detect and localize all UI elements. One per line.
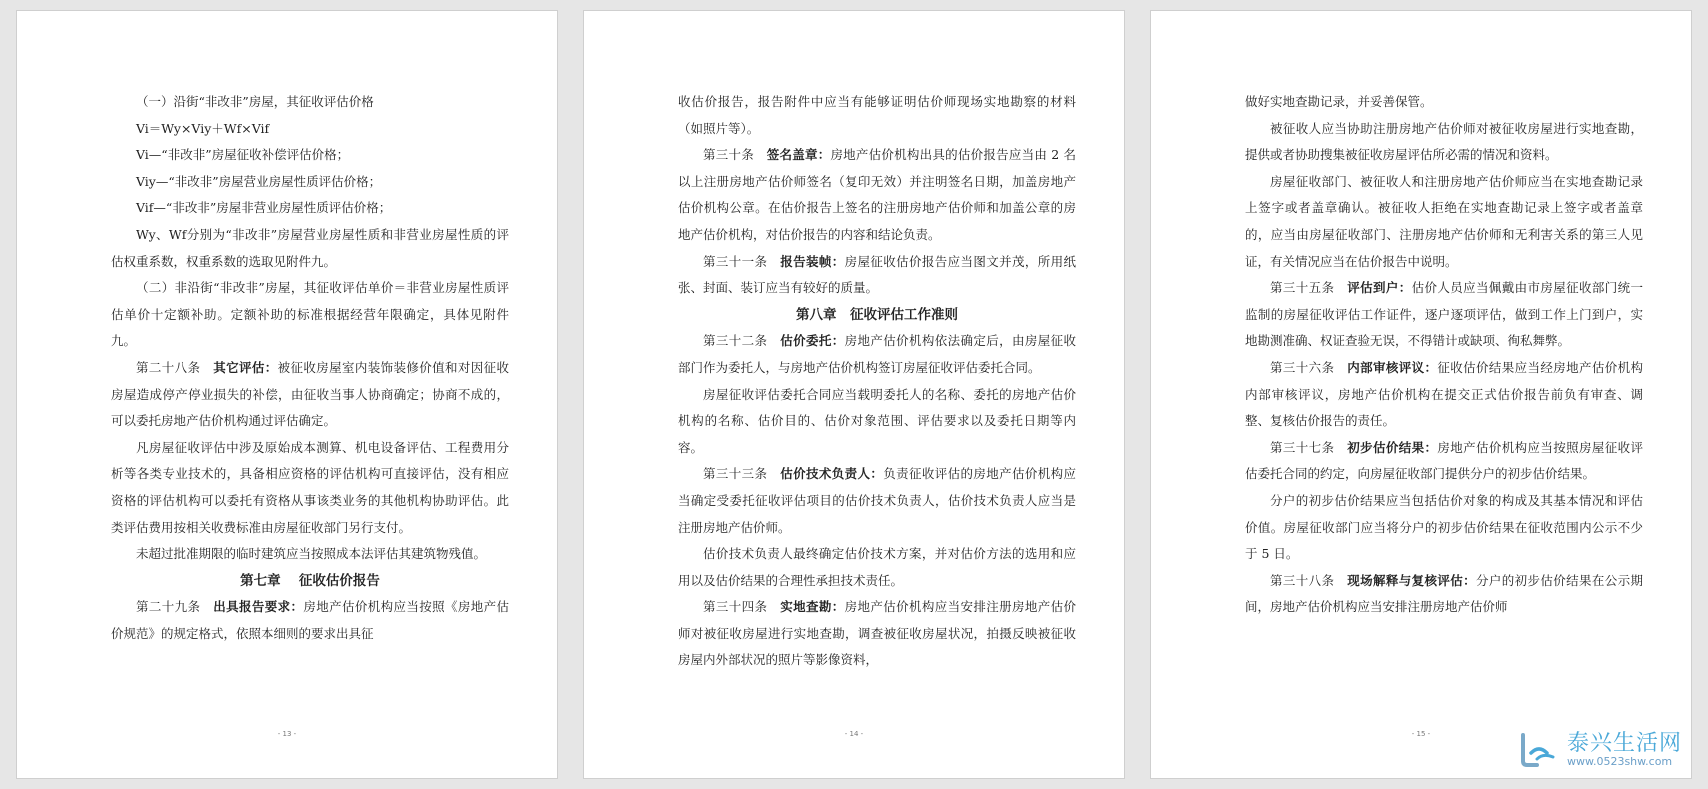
article-title: 其它评估： (213, 359, 278, 375)
document-page-15 (1150, 10, 1692, 779)
paragraph (111, 222, 509, 275)
paragraph-text: 房地产估价机构依法确定后，由房屋征收部门作为委托人，与房地产估价机构签订房屋征收评估委托合同。 (678, 333, 1076, 375)
paragraph (111, 541, 509, 568)
article-title: 报告装帧： (780, 253, 845, 269)
article-title: 实地查勘： (780, 599, 845, 615)
paragraph-text: Vi—“非改非”房屋征收补偿评估价格； (136, 147, 350, 163)
article-title: 评估到户： (1347, 280, 1412, 296)
article-title: 估价委托： (780, 333, 845, 349)
article-title: 签名盖章： (766, 147, 831, 163)
paragraph (1245, 275, 1643, 355)
logo-icon (1517, 731, 1561, 769)
article-number: 第三十六条 (1270, 359, 1348, 375)
watermark-url: www.0523shw.com (1566, 755, 1673, 769)
paragraph (678, 328, 1076, 381)
paragraph-text: Vif—“非改非”房屋非营业房屋性质评估价格； (136, 200, 392, 216)
paragraph (678, 382, 1076, 462)
article-title: 估价技术负责人： (780, 466, 884, 482)
paragraph-text: 房屋征收部门、被征收人和注册房地产估价师应当在实地查勘记录上签字或者盖章确认。被征收人拒绝在实地查勘记录上签字或者盖章的，应当由房屋征收部门、注册房地产估价师和无利害关系的第三人见证，有关情况应当在估价报告中说明。 (1245, 173, 1643, 269)
article-title: 现场解释与复核评估： (1347, 572, 1476, 588)
paragraph-text: Viy—“非改非”房屋营业房屋性质评估价格； (136, 173, 382, 189)
site-watermark (1517, 731, 1682, 769)
paragraph (111, 435, 509, 541)
document-page-13 (16, 10, 558, 779)
page-number: - 15 - (1411, 730, 1431, 738)
paragraph-text: 分户的初步估价结果应当包括估价对象的构成及其基本情况和评估价值。房屋征收部门应当将分户的初步估价结果在征收范围内公示不少于 5 日。 (1245, 492, 1643, 562)
paragraph (111, 142, 509, 169)
paragraph-text: 征收估价结果应当经房地产估价机构内部审核评议，房地产估价机构在提交正式估价报告前负有审查、调整、复核估价报告的责任。 (1245, 359, 1643, 429)
paragraph (678, 541, 1076, 594)
paragraph-text: 房地产估价机构应当按照房屋征收评估委托合同的约定，向房屋征收部门提供分户的初步估价结果。 (1245, 439, 1643, 482)
paragraph-text: 第七章 征收估价报告 (240, 572, 380, 589)
paragraph-text: 第八章 征收评估工作准则 (796, 306, 958, 323)
paragraph (111, 116, 509, 143)
paragraph-text: 房地产估价机构应当安排注册房地产估价师对被征收房屋进行实地查勘，调查被征收房屋状况，拍摄反映被征收房屋内外部状况的照片等影像资料， (678, 599, 1076, 668)
paragraph (678, 461, 1076, 541)
paragraph (111, 594, 509, 647)
paragraph (678, 89, 1076, 142)
paragraph (678, 594, 1076, 674)
paragraph-text: （一）沿街“非改非”房屋，其征收评估价格 (136, 94, 374, 109)
page-number: - 13 - (277, 730, 297, 738)
paragraph (1245, 169, 1643, 275)
paragraph (111, 355, 509, 435)
article-title: 出具报告要求： (213, 599, 304, 615)
paragraph-text: Wy、Wf分别为“非改非”房屋营业房屋性质和非营业房屋性质的评估权重系数，权重系数的选取见附件九。 (111, 226, 509, 269)
paragraph-text: 被征收人应当协助注册房地产估价师对被征收房屋进行实地查勘，提供或者协助搜集被征收房屋评估所必需的情况和资料。 (1245, 120, 1643, 163)
paragraph-text: 分户的初步估价结果在公示期间，房地产估价机构应当安排注册房地产估价师 (1245, 572, 1643, 615)
paragraph (1245, 355, 1643, 435)
article-number: 第三十一条 (703, 253, 781, 269)
paragraph-text: 收估价报告，报告附件中应当有能够证明估价师现场实地勘察的材料（如照片等）。 (678, 94, 1076, 136)
paragraph-text: Vi＝Wy×Viy＋Wf×Vif (136, 120, 270, 136)
paragraph-text: 房地产估价机构应当按照《房地产估价规范》的规定格式，依照本细则的要求出具征 (111, 599, 509, 641)
paragraph (111, 169, 509, 196)
paragraph (678, 142, 1076, 248)
paragraph (1245, 89, 1643, 116)
article-number: 第三十八条 (1270, 572, 1348, 588)
article-number: 第二十八条 (136, 359, 214, 375)
chapter-heading (111, 568, 509, 595)
paragraph (678, 249, 1076, 302)
page-content (111, 89, 509, 647)
paragraph-text: （二）非沿街“非改非”房屋，其征收评估单价＝非营业房屋性质评估单价十定额补助。定额补助的标准根据经营年限确定，具体见附件九。 (111, 280, 509, 349)
article-number: 第三十五条 (1270, 280, 1348, 296)
paragraph (111, 89, 509, 116)
watermark-site-name: 泰兴生活网 (1566, 730, 1682, 756)
article-number: 第二十九条 (136, 599, 214, 615)
article-number: 第三十七条 (1270, 439, 1348, 455)
paragraph-text: 负责征收评估的房地产估价机构应当确定受委托征收评估项目的估价技术负责人，估价技术负责人应当是注册房地产估价师。 (678, 466, 1076, 535)
paragraph-text: 未超过批准期限的临时建筑应当按照成本法评估其建筑物残值。 (136, 546, 487, 562)
document-page-14 (583, 10, 1125, 779)
article-number: 第三十二条 (703, 333, 781, 349)
paragraph-text: 做好实地查勘记录，并妥善保管。 (1245, 94, 1433, 109)
article-number: 第三十四条 (703, 599, 781, 615)
chapter-heading (678, 302, 1076, 329)
paragraph-text: 房屋征收估价报告应当图文并茂，所用纸张、封面、装订应当有较好的质量。 (678, 253, 1076, 296)
article-title: 初步估价结果： (1347, 439, 1438, 455)
paragraph-text: 房屋征收评估委托合同应当载明委托人的名称、委托的房地产估价机构的名称、估价目的、估价对象范围、评估要求以及委托日期等内容。 (678, 386, 1076, 455)
paragraph-text: 凡房屋征收评估中涉及原始成本测算、机电设备评估、工程费用分析等各类专业技术的，具备相应资格的评估机构可直接评估，没有相应资格的评估机构可以委托有资格从事该类业务的其他机构协助评估。此类评估费用按相关收费标准由房屋征收部门另行支付。 (111, 439, 509, 535)
paragraph-text: 房地产估价机构出具的估价报告应当由 2 名以上注册房地产估价师签名（复印无效）并注明签名日期，加盖房地产估价机构公章。在估价报告上签名的注册房地产估价师和加盖公章的房地产估价机构，对估价报告的内容和结论负责。 (678, 147, 1076, 242)
paragraph (1245, 435, 1643, 488)
paragraph (1245, 116, 1643, 169)
paragraph-text: 估价人员应当佩戴由市房屋征收部门统一监制的房屋征收评估工作证件，逐户逐项评估，做到工作上门到户，实地勘测准确、权证查验无误，不得错计或缺项、徇私舞弊。 (1245, 280, 1643, 349)
article-title: 内部审核评议： (1347, 359, 1438, 375)
page-content (678, 89, 1076, 674)
page-number: - 14 - (844, 730, 864, 738)
paragraph (1245, 488, 1643, 568)
page-content (1245, 89, 1643, 621)
paragraph-text: 估价技术负责人最终确定估价技术方案，并对估价方法的选用和应用以及估价结果的合理性承担技术责任。 (678, 546, 1076, 588)
paragraph (111, 275, 509, 355)
article-number: 第三十条 (703, 147, 767, 163)
article-number: 第三十三条 (703, 466, 781, 482)
paragraph (111, 195, 509, 222)
paragraph (1245, 568, 1643, 621)
paragraph-text: 被征收房屋室内装饰装修价值和对因征收房屋造成停产停业损失的补偿，由征收当事人协商确定；协商不成的，可以委托房地产估价机构通过评估确定。 (111, 359, 509, 429)
